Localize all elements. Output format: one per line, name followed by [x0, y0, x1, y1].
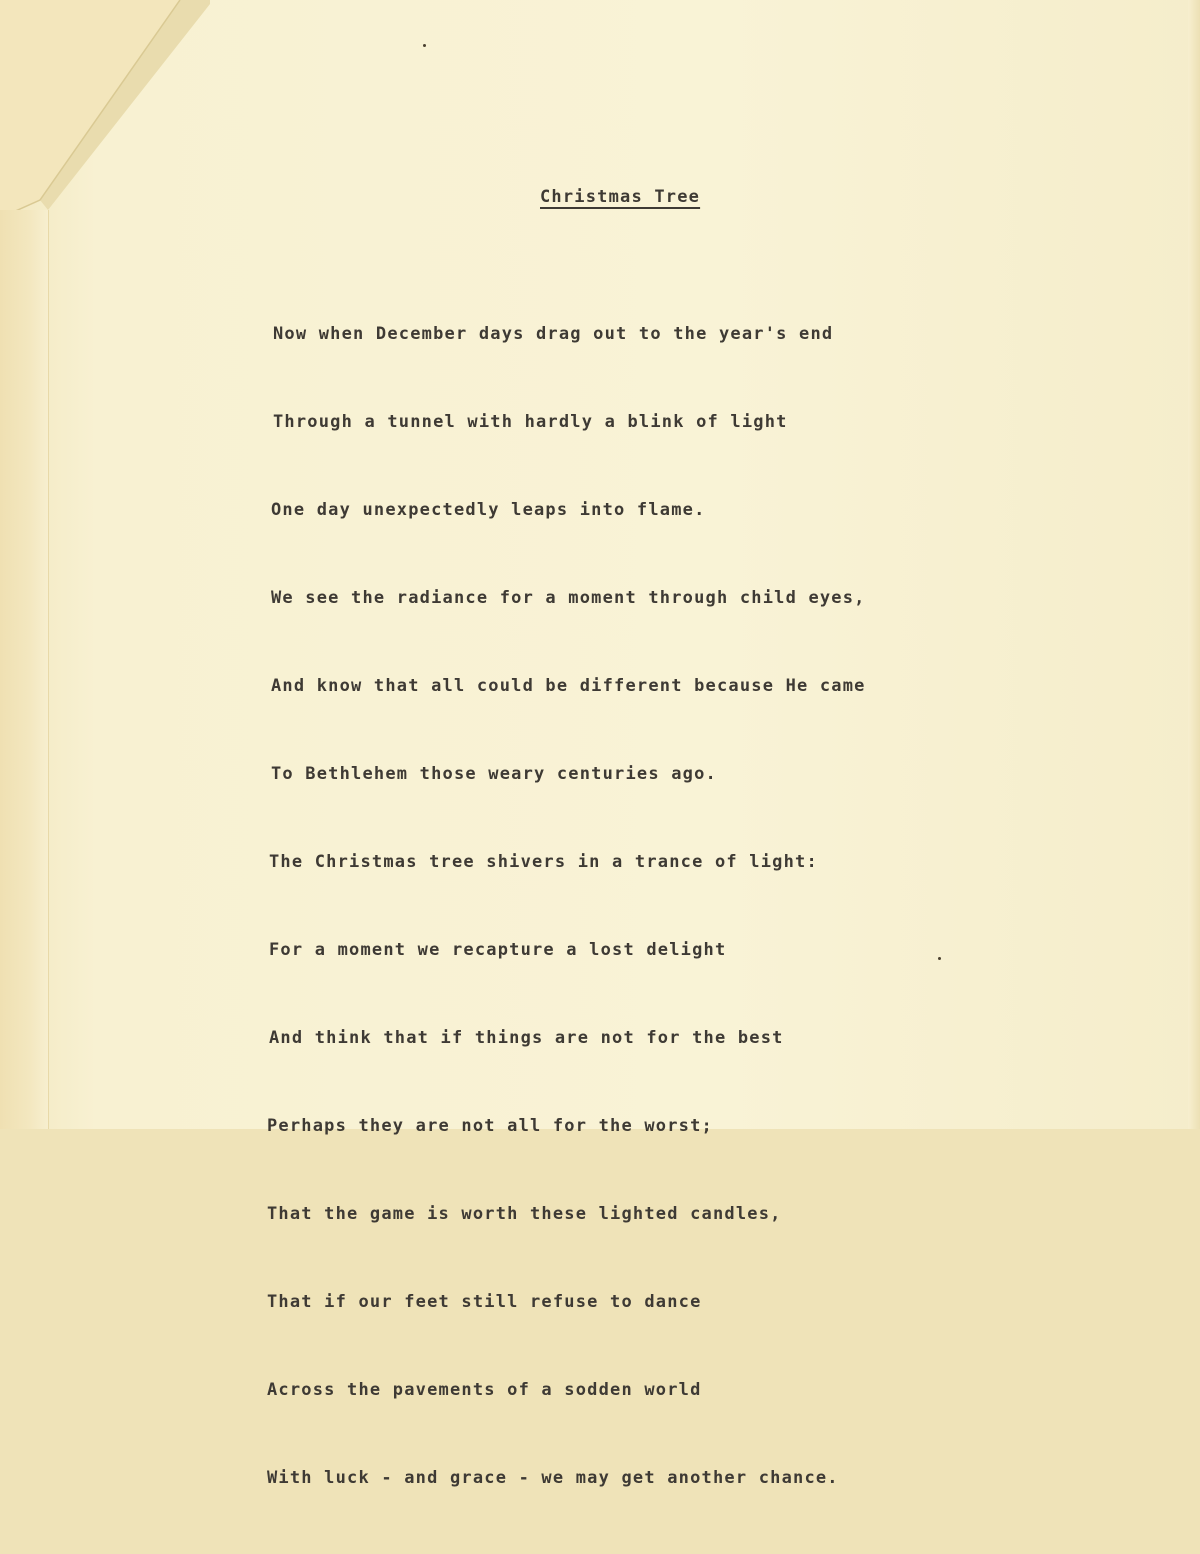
poem-line: One day unexpectedly leaps into flame. [271, 500, 706, 520]
paper-right-edge [1188, 0, 1200, 1129]
paper-speck [423, 44, 426, 47]
paper-speck [938, 957, 941, 960]
poem-line: For a moment we recapture a lost delight [269, 940, 727, 960]
poem-line: With luck - and grace - we may get another chance. [267, 1468, 839, 1488]
poem-line: Across the pavements of a sodden world [267, 1380, 702, 1400]
poem-line: The Christmas tree shivers in a trance of light: [269, 852, 818, 872]
poem-line: That if our feet still refuse to dance [267, 1292, 702, 1312]
poem-line: And think that if things are not for the best [269, 1028, 784, 1048]
poem-line: Through a tunnel with hardly a blink of light [273, 412, 788, 432]
paper-left-edge [0, 210, 49, 1129]
poem-title: Christmas Tree [540, 187, 701, 207]
folded-corner [0, 0, 210, 230]
poem-body [267, 282, 866, 1554]
poem-line: Perhaps they are not all for the worst; [267, 1116, 713, 1136]
poem-line: That the game is worth these lighted candles, [267, 1204, 782, 1224]
poem-line: To Bethlehem those weary centuries ago. [271, 764, 717, 784]
poem-line: And know that all could be different because He came [271, 676, 866, 696]
poem-line: Now when December days drag out to the year's end [273, 324, 834, 344]
poem-line: We see the radiance for a moment through child eyes, [271, 588, 866, 608]
